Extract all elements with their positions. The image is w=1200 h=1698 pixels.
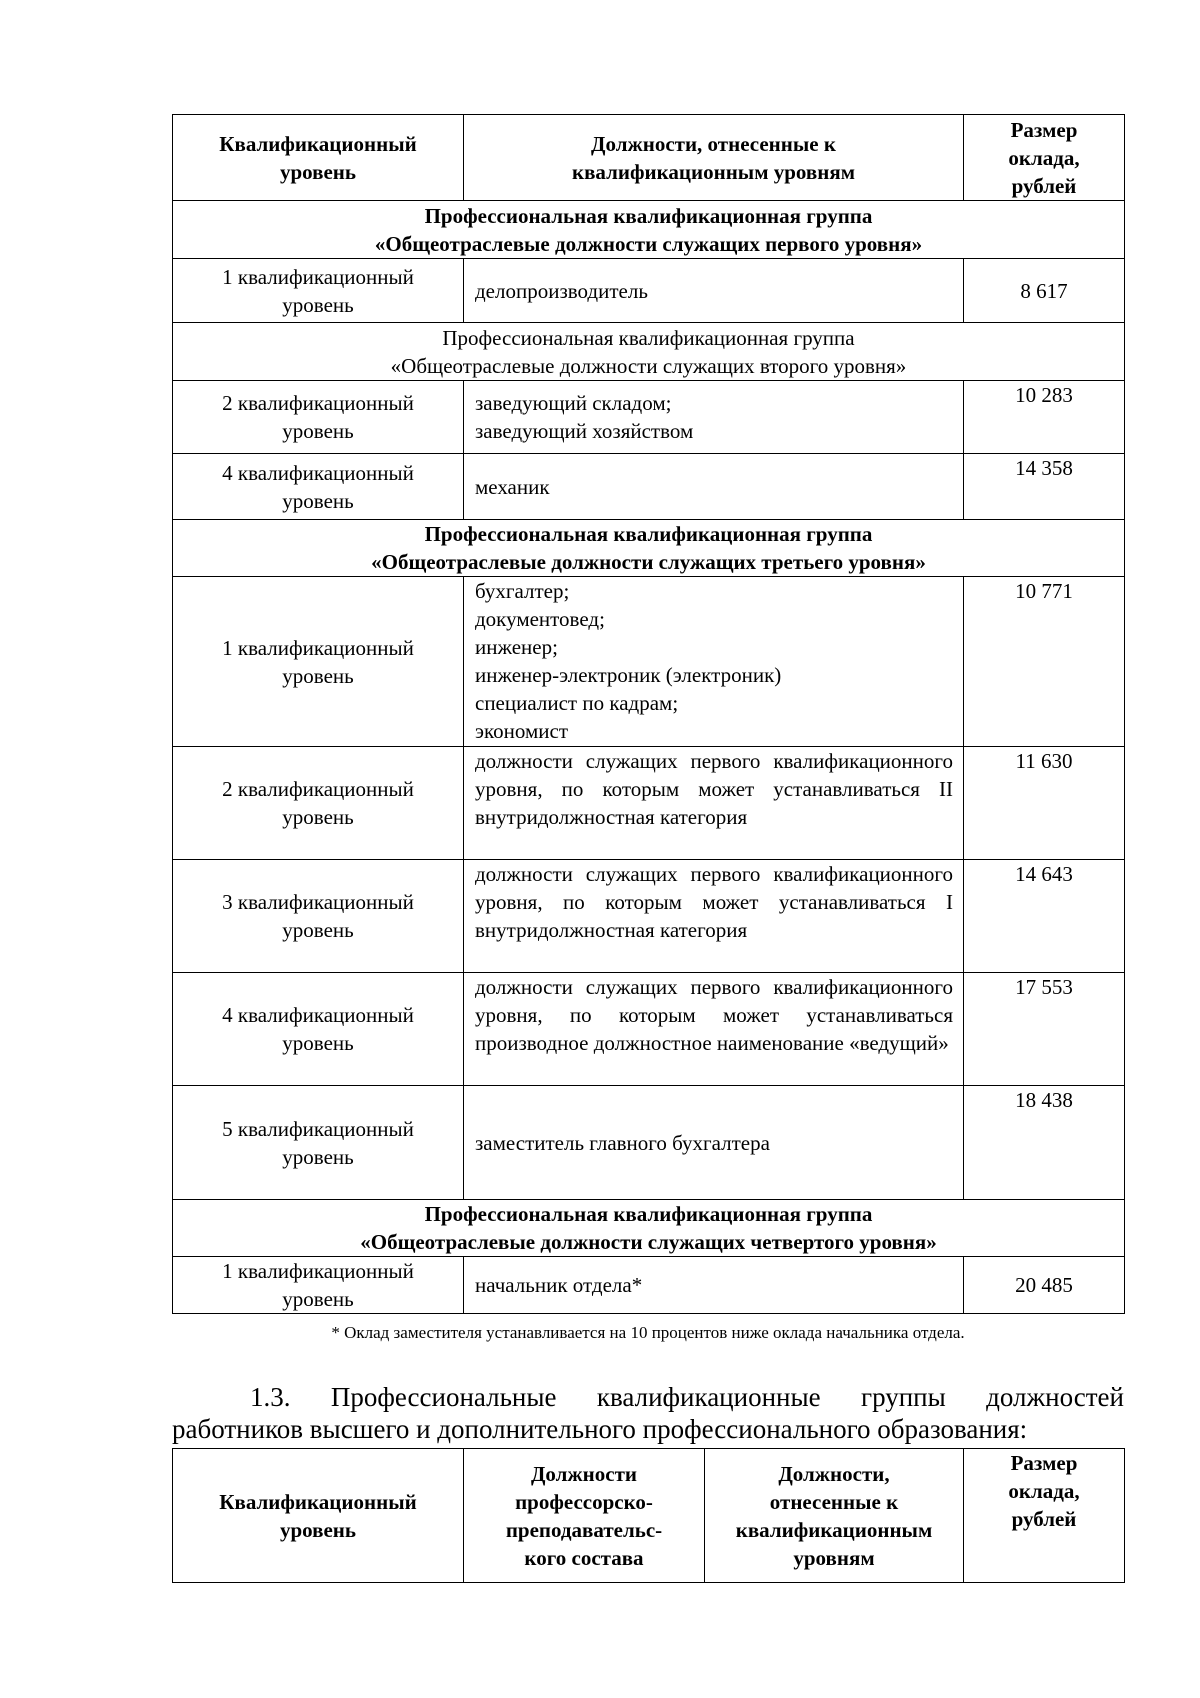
salary-table-general-positions (172, 114, 1125, 1314)
positions-cell: должности служащих первого квалификационного уровня, по которым может устанавливаться производное должностное наименование «ведущий» (464, 973, 964, 1086)
header-level: Квалификационный уровень (173, 115, 464, 201)
table-row (173, 860, 1125, 973)
group-title: Профессиональная квалификационная группа «Общеотраслевые должности служащих третьего уровня» (173, 520, 1125, 577)
salary-cell: 10 283 (964, 381, 1125, 454)
salary-cell: 14 643 (964, 860, 1125, 973)
group-title: Профессиональная квалификационная группа «Общеотраслевые должности служащих четвертого уровня» (173, 1200, 1125, 1257)
positions-cell: механик (464, 454, 964, 520)
table-row (173, 454, 1125, 520)
section-heading-line-2: работников высшего и дополнительного профессионального образования: (172, 1414, 1028, 1444)
positions-cell: заведующий складом; заведующий хозяйством (464, 381, 964, 454)
header-faculty-positions: Должности профессорско- преподавательс- кого состава (464, 1449, 705, 1583)
group-title-row (173, 520, 1125, 577)
level-cell: 1 квалификационный уровень (173, 1257, 464, 1314)
salary-cell: 18 438 (964, 1086, 1125, 1200)
level-cell: 2 квалификационный уровень (173, 381, 464, 454)
positions-cell: заместитель главного бухгалтера (464, 1086, 964, 1200)
group-title-row (173, 323, 1125, 381)
group-title: Профессиональная квалификационная группа «Общеотраслевые должности служащих первого уровня» (173, 201, 1125, 259)
level-cell: 1 квалификационный уровень (173, 259, 464, 323)
table-row (173, 577, 1125, 747)
header-positions: Должности, отнесенные к квалификационным уровням (464, 115, 964, 201)
positions-cell: должности служащих первого квалификационного уровня, по которым может устанавливаться II внутридолжностная категория (464, 747, 964, 860)
header-salary: Размер оклада, рублей (964, 115, 1125, 201)
salary-cell: 20 485 (964, 1257, 1125, 1314)
table-row (173, 747, 1125, 860)
level-cell: 5 квалификационный уровень (173, 1086, 464, 1200)
positions-cell: начальник отдела* (464, 1257, 964, 1314)
salary-cell: 17 553 (964, 973, 1125, 1086)
section-heading-line-1: 1.3. Профессиональные квалификационные группы должностей (250, 1382, 1124, 1412)
level-cell: 2 квалификационный уровень (173, 747, 464, 860)
table-row (173, 381, 1125, 454)
level-cell: 4 квалификационный уровень (173, 973, 464, 1086)
table-row (173, 1086, 1125, 1200)
footnote: * Оклад заместителя устанавливается на 10 процентов ниже оклада начальника отдела. (331, 1323, 965, 1342)
salary-table-higher-education (172, 1448, 1125, 1583)
group-title-row (173, 1200, 1125, 1257)
table-header-row (173, 115, 1125, 201)
positions-cell: должности служащих первого квалификационного уровня, по которым может устанавливаться I внутридолжностная категория (464, 860, 964, 973)
header-salary: Размер оклада, рублей (964, 1449, 1125, 1583)
group-title-row (173, 201, 1125, 259)
table-header-row (173, 1449, 1125, 1583)
salary-cell: 10 771 (964, 577, 1125, 747)
salary-cell: 11 630 (964, 747, 1125, 860)
header-positions: Должности, отнесенные к квалификационным уровням (705, 1449, 964, 1583)
table-row (173, 973, 1125, 1086)
table-row (173, 259, 1125, 323)
positions-cell: делопроизводитель (464, 259, 964, 323)
level-cell: 3 квалификационный уровень (173, 860, 464, 973)
header-level: Квалификационный уровень (173, 1449, 464, 1583)
salary-cell: 8 617 (964, 259, 1125, 323)
section-heading (172, 1381, 1124, 1445)
salary-cell: 14 358 (964, 454, 1125, 520)
table-row (173, 1257, 1125, 1314)
level-cell: 1 квалификационный уровень (173, 577, 464, 747)
group-title: Профессиональная квалификационная группа «Общеотраслевые должности служащих второго уровня» (173, 323, 1125, 381)
positions-cell: бухгалтер; документовед; инженер; инженер-электроник (электроник) специалист по кадрам; экономист (464, 577, 964, 747)
level-cell: 4 квалификационный уровень (173, 454, 464, 520)
